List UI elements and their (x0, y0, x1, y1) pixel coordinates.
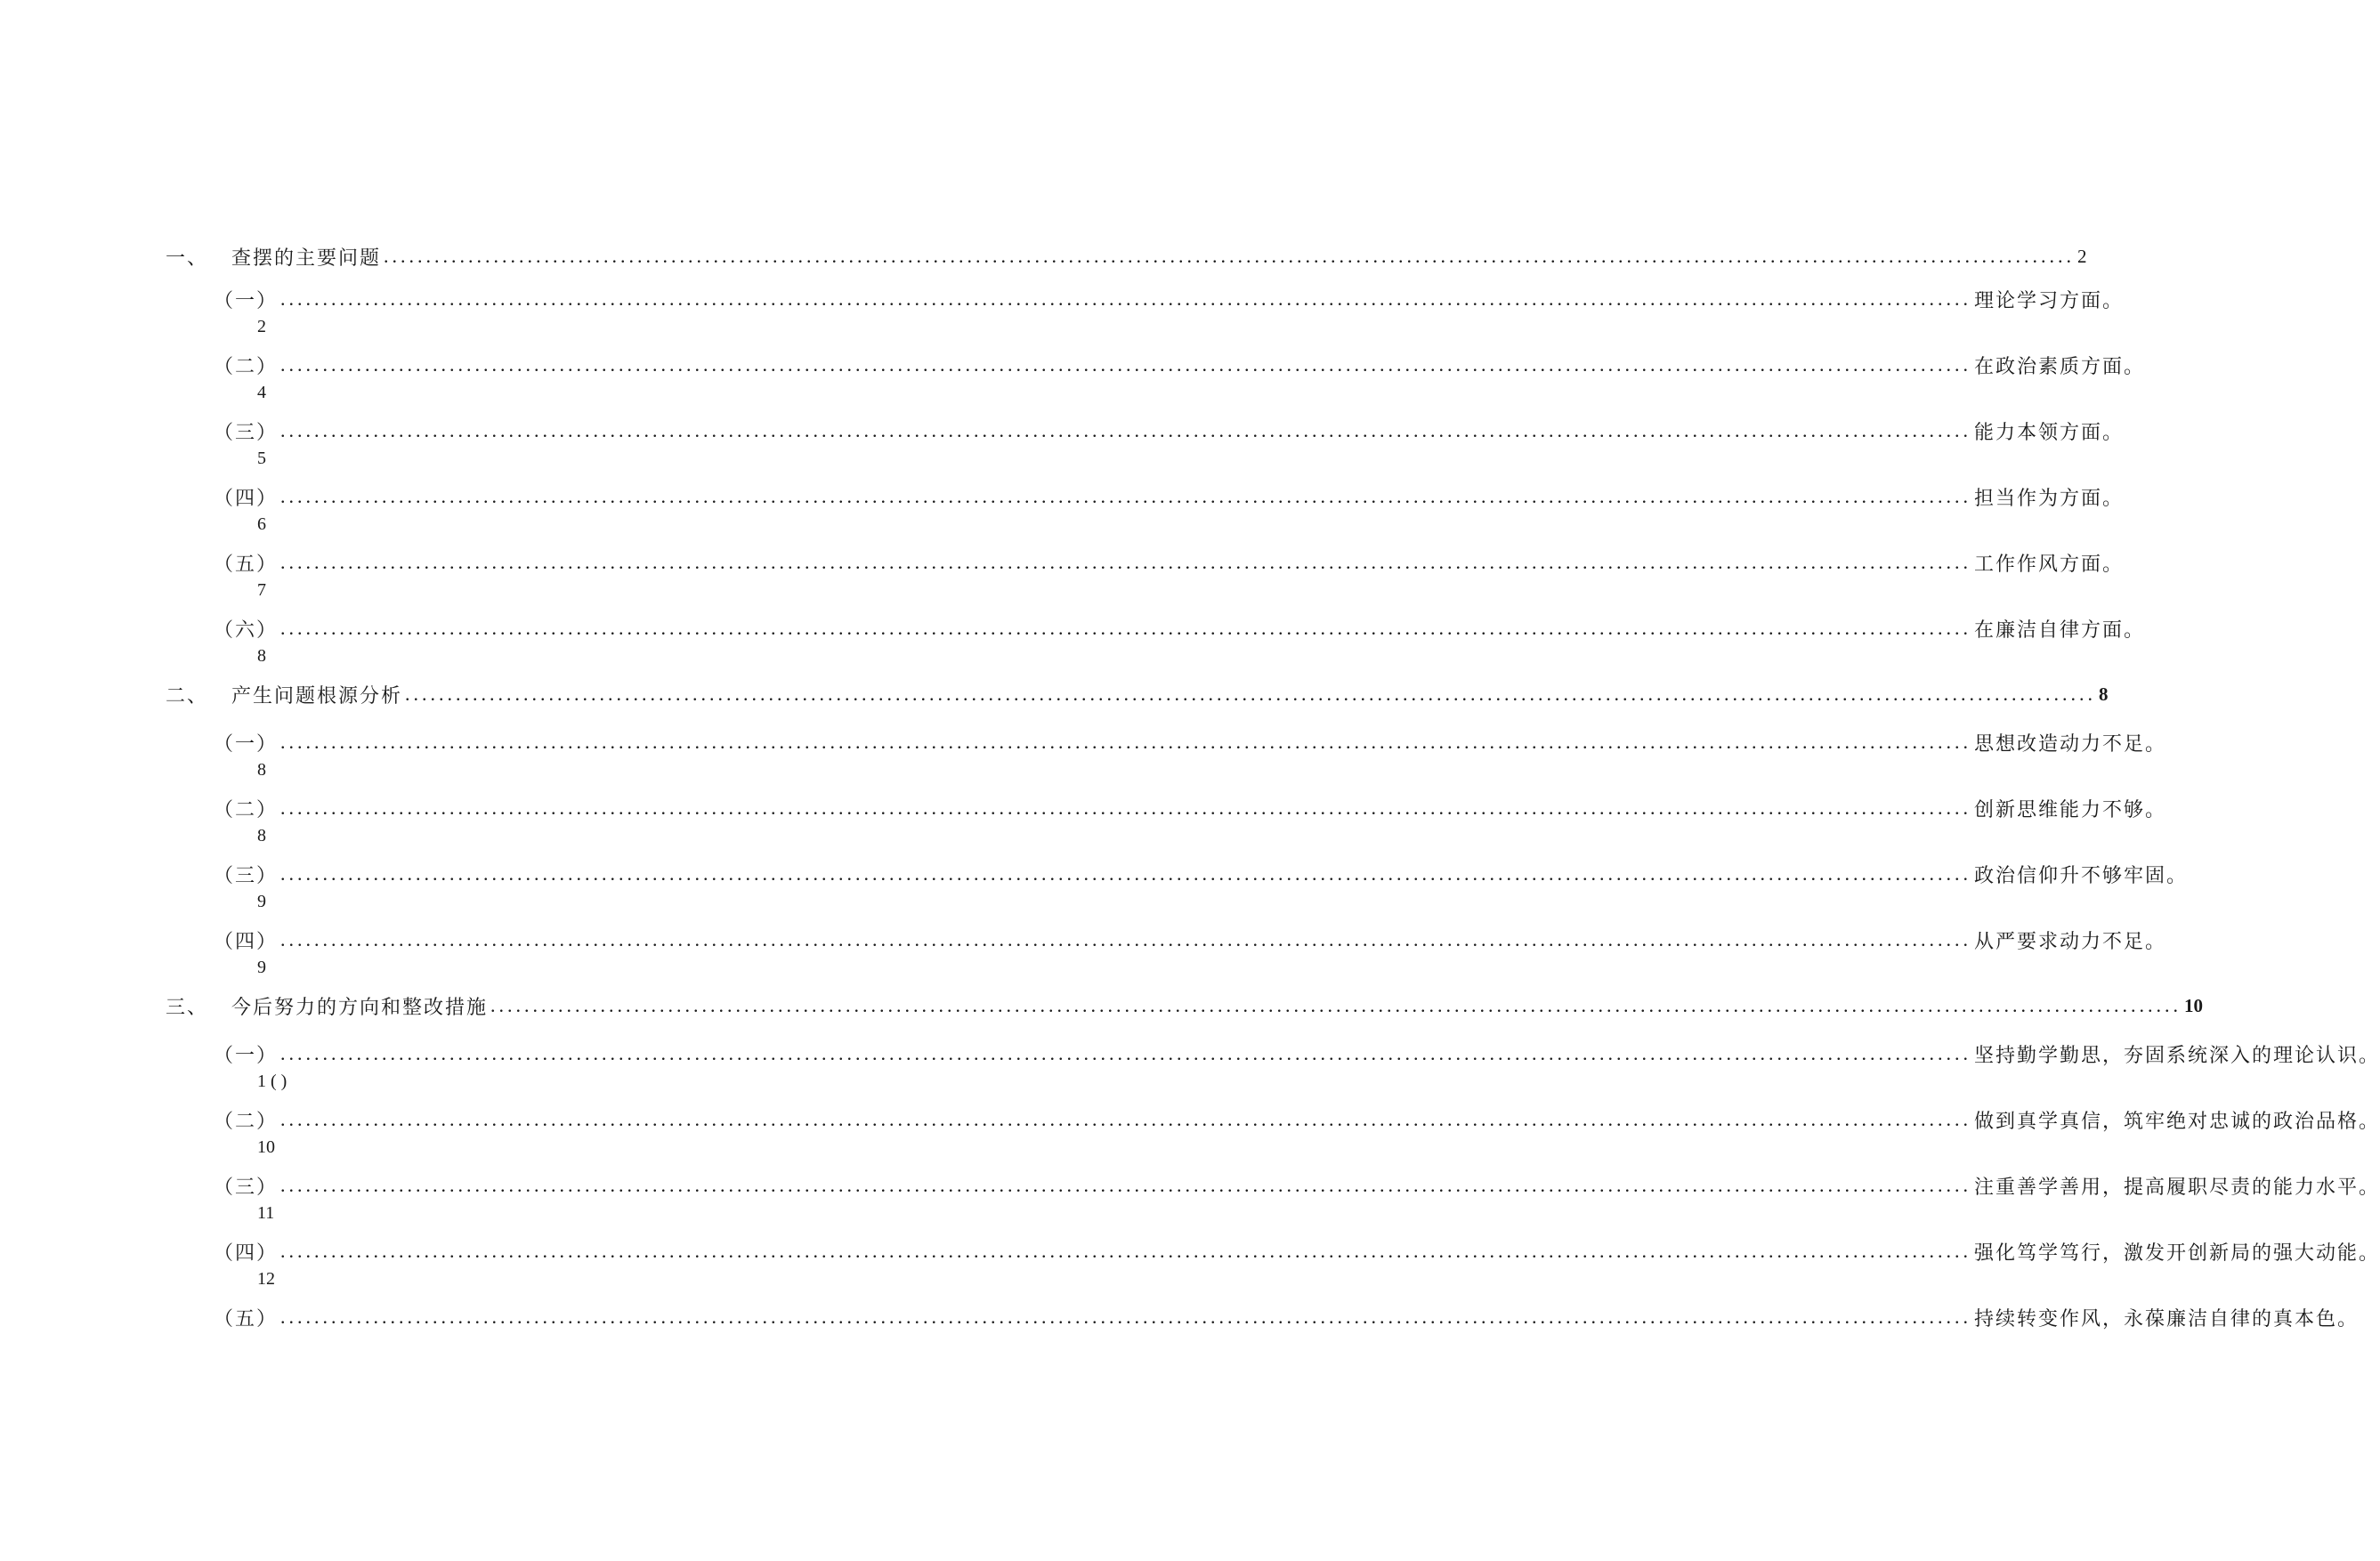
item-page-number: 9 (257, 958, 266, 977)
item-number: （六） (214, 619, 279, 642)
item-title: 理论学习方面。 (1974, 289, 2125, 312)
item-number: （五） (214, 553, 279, 576)
section-title: 产生问题根源分析 (231, 684, 403, 708)
toc-item[interactable] (214, 858, 2189, 890)
dot-leader: ........................................................................................................................................................................................................ (280, 485, 1972, 507)
item-number: （三） (214, 1176, 279, 1199)
dot-leader: ........................................................................................................................................................................................................ (280, 419, 1972, 441)
section-number: 一、 (166, 247, 209, 270)
item-number: （四） (214, 487, 279, 510)
item-page-number: 11 (257, 1203, 275, 1223)
item-page-number: 12 (257, 1269, 275, 1289)
item-number: （四） (214, 1242, 279, 1265)
item-number: （五） (214, 1307, 279, 1330)
dot-leader: ........................................................................................................................................................................................................ (384, 245, 2076, 267)
item-title: 在政治素质方面。 (1974, 355, 2146, 378)
section-page-number: 10 (2184, 994, 2204, 1016)
section-number: 二、 (166, 684, 209, 708)
item-title: 创新思维能力不够。 (1974, 798, 2167, 821)
toc-section-2[interactable] (166, 678, 2109, 710)
item-page-number: 2 (257, 317, 266, 336)
dot-leader: ........................................................................................................................................................................................................ (280, 1306, 1972, 1328)
toc-item[interactable] (214, 726, 2167, 758)
dot-leader: ........................................................................................................................................................................................................ (280, 287, 1972, 310)
toc-item[interactable] (214, 792, 2167, 824)
item-page-number: 5 (257, 449, 266, 468)
item-title: 政治信仰升不够牢固。 (1974, 864, 2189, 887)
item-number: （二） (214, 1110, 279, 1133)
item-page-number: 4 (257, 383, 266, 402)
dot-leader: ........................................................................................................................................................................................................ (280, 862, 1972, 885)
dot-leader: ........................................................................................................................................................................................................ (280, 551, 1972, 573)
item-title: 强化笃学笃行，激发开创新局的强大动能。 (1974, 1242, 2380, 1265)
item-title: 在廉洁自律方面。 (1974, 619, 2146, 642)
item-title: 从严要求动力不足。 (1974, 930, 2167, 953)
section-page-number: 8 (2099, 683, 2109, 705)
dot-leader: ........................................................................................................................................................................................................ (280, 928, 1972, 950)
item-page-number: 9 (257, 892, 266, 911)
section-title: 查摆的主要问题 (231, 247, 382, 270)
toc-item[interactable] (214, 1104, 2380, 1136)
toc-item[interactable] (214, 1169, 2380, 1201)
section-page-number: 2 (2077, 245, 2087, 267)
item-page-number: 1 ( ) (257, 1072, 287, 1091)
item-title: 担当作为方面。 (1974, 487, 2125, 510)
dot-leader: ........................................................................................................................................................................................................ (280, 1042, 1972, 1064)
toc-item[interactable] (214, 924, 2167, 956)
item-title: 做到真学真信，筑牢绝对忠诚的政治品格。 (1974, 1110, 2380, 1133)
item-page-number: 7 (257, 580, 266, 600)
section-title: 今后努力的方向和整改措施 (231, 996, 489, 1019)
toc-item[interactable] (214, 612, 2146, 644)
item-number: （一） (214, 1044, 279, 1067)
toc-item[interactable] (214, 349, 2146, 381)
dot-leader: ........................................................................................................................................................................................................ (280, 1108, 1972, 1130)
dot-leader: ........................................................................................................................................................................................................ (280, 353, 1972, 376)
item-number: （二） (214, 798, 279, 821)
item-title: 能力本领方面。 (1974, 421, 2125, 444)
item-title: 注重善学善用，提高履职尽责的能力水平。 (1974, 1176, 2380, 1199)
dot-leader: ........................................................................................................................................................................................................ (280, 617, 1972, 639)
item-title: 工作作风方面。 (1974, 553, 2125, 576)
toc-item[interactable] (214, 1235, 2380, 1267)
item-title: 坚持勤学勤思，夯固系统深入的理论认识。 (1974, 1044, 2380, 1067)
dot-leader: ........................................................................................................................................................................................................ (405, 683, 2097, 705)
item-page-number: 10 (257, 1137, 275, 1157)
toc-section-1[interactable] (166, 240, 2087, 272)
item-number: （一） (214, 732, 279, 756)
toc-item[interactable] (214, 283, 2125, 315)
toc-item[interactable] (214, 1038, 2380, 1070)
toc-item[interactable] (214, 1301, 2360, 1333)
item-title: 思想改造动力不足。 (1974, 732, 2167, 756)
dot-leader: ........................................................................................................................................................................................................ (280, 731, 1972, 753)
item-title: 持续转变作风，永葆廉洁自律的真本色。 (1974, 1307, 2360, 1330)
item-number: （二） (214, 355, 279, 378)
toc-item[interactable] (214, 546, 2125, 578)
item-number: （四） (214, 930, 279, 953)
toc-item[interactable] (214, 481, 2125, 513)
item-number: （一） (214, 289, 279, 312)
item-page-number: 8 (257, 646, 266, 666)
item-page-number: 6 (257, 514, 266, 534)
dot-leader: ........................................................................................................................................................................................................ (280, 1240, 1972, 1262)
item-page-number: 8 (257, 760, 266, 780)
toc-section-3[interactable] (166, 990, 2204, 1022)
section-number: 三、 (166, 996, 209, 1019)
item-number: （三） (214, 421, 279, 444)
item-number: （三） (214, 864, 279, 887)
dot-leader: ........................................................................................................................................................................................................ (280, 797, 1972, 819)
toc-item[interactable] (214, 415, 2125, 447)
item-page-number: 8 (257, 826, 266, 845)
dot-leader: ........................................................................................................................................................................................................ (280, 1174, 1972, 1196)
dot-leader: ........................................................................................................................................................................................................ (490, 994, 2182, 1016)
